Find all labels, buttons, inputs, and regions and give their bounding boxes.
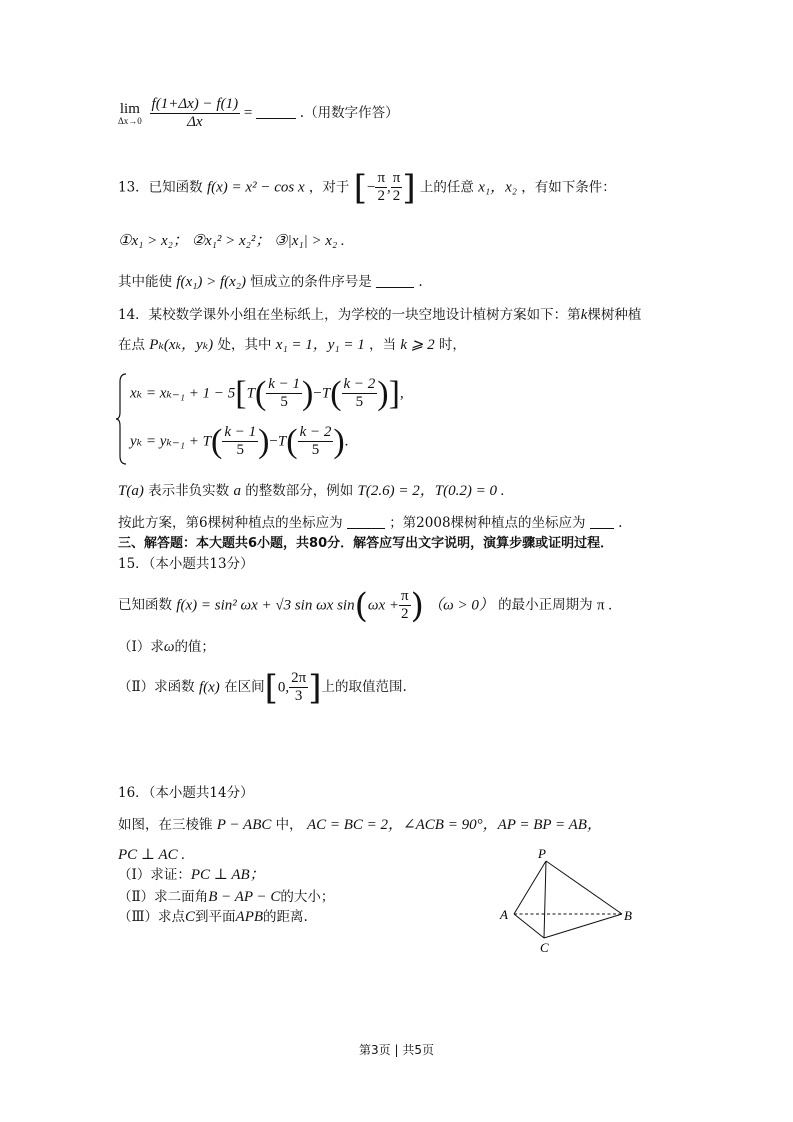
q13-text-conditions: ，有如下条件： (521, 179, 616, 196)
q16-part3-b: 到平面 (195, 909, 236, 925)
q14-eq1-end: , (399, 385, 404, 402)
q16-part2-expr: B − AP − C (208, 889, 281, 905)
q16-part2 (118, 890, 334, 905)
edge-AC (514, 914, 544, 938)
q14-line2-d: 时， (438, 337, 466, 353)
q16-part1-a: （Ⅰ）求证： (118, 867, 191, 883)
q14-init: x₁ = 1，y₁ = 1 (275, 337, 365, 353)
q13-question-end: . (418, 274, 423, 290)
q14-eq2: yₖ = yₖ₋₁ + T( $\frac{k - 1}{5}$ )−T( $\frac{k - 2}{5}$ ). (130, 422, 349, 460)
q16-part3 (118, 910, 308, 925)
left-bracket: [ (353, 167, 367, 208)
q14-def-example: T(2.6) = 2，T(0.2) = 0 . (357, 483, 505, 499)
q14-line2-a: 在点 (118, 337, 145, 353)
page-footer: 第3页 | 共5页 (359, 1043, 434, 1057)
lim-word: lim (119, 100, 140, 117)
q13-text-any: 上的任意 (419, 179, 474, 196)
vertex-label-C: C (540, 940, 549, 955)
q14-frac2-num: k − 2 (342, 376, 378, 394)
q14-answer-blank-1 (347, 516, 385, 529)
q14-frac3-den: 5 (236, 442, 244, 459)
q16-part3-a: （Ⅲ）求点 (118, 909, 186, 925)
system-brace (116, 372, 128, 466)
q13-minus: − (366, 179, 376, 196)
q16-part3-plane: APB (235, 909, 264, 925)
q15-part1 (118, 640, 215, 655)
q16-pyramid: P − ABC (216, 817, 272, 833)
q13-pi-2: π (391, 170, 403, 188)
q14-line2-c: ，当 (369, 337, 397, 353)
vertex-label-B: B (624, 908, 632, 923)
q14-frac4-num: k − 2 (298, 424, 334, 442)
q14-eq1-lhs: xₖ = xₖ₋₁ + 1 − 5 (130, 385, 236, 402)
q14-eq1: xₖ = xₖ₋₁ + 1 − 5[T( $\frac{k - 1}{5}$ )−T( $\frac{k - 2}{5}$ )], (130, 374, 404, 412)
q16-perp: PC ⊥ AC . (118, 847, 186, 863)
q15-interval-frac (289, 670, 308, 706)
q14-k: k (580, 307, 588, 323)
q16-part1-expr: PC ⊥ AB； (190, 867, 265, 883)
q15-arg: ωx + (367, 597, 399, 614)
pyramid-figure (496, 846, 636, 956)
vertex-label-A: A (500, 907, 508, 922)
q14-frac4 (298, 424, 334, 460)
q15-omega: ω (163, 639, 175, 655)
q13-question-b: 恒成立的条件序号是 (250, 274, 372, 290)
q16-part1 (118, 868, 265, 883)
edge-PB (546, 861, 622, 914)
q16-conditions: AC = BC = 2，∠ACB = 90°，AP = BP = AB， (306, 817, 602, 833)
q15-part2-a: （Ⅱ）求函数 (118, 679, 195, 695)
q12-equals: = (243, 105, 253, 122)
q16-stmt-a: 如图，在三棱锥 (118, 817, 213, 833)
q15-pi: π (399, 588, 411, 606)
q14-line1-end: 棵树种植 (587, 307, 642, 323)
q13-two-1: 2 (377, 188, 385, 205)
q13-frac-right (391, 170, 403, 206)
q14-frac2 (342, 376, 378, 412)
q14-frac4-den: 5 (311, 442, 320, 459)
q15-part2-func: f(x) (198, 679, 220, 696)
q13-question-a: 其中能使 (118, 274, 172, 290)
edge-PA (514, 861, 546, 914)
q14-def-b: 表示非负实数 (148, 483, 230, 499)
q14-line2 (118, 338, 466, 353)
q13-intro: 13．已知函数 (118, 179, 203, 196)
q15-statement: 已知函数 f(x) = sin² ωx + √3 sin ωx sin(ωx + $\frac{\pi}{2}$ ) （ω > 0） 的最小正周期为 π . (118, 585, 613, 626)
q15-part2-b: 在区间 (224, 679, 265, 695)
q12-answer-blank (256, 106, 296, 119)
q14-line2-b: 处，其中 (217, 337, 272, 353)
q14-frac1-num: k − 1 (266, 376, 302, 394)
q16-header: 16．（本小题共14分） (118, 785, 254, 801)
q14-frac3-num: k − 1 (222, 424, 258, 442)
q15-two-pi: 2π (289, 670, 308, 688)
q16-stmt-b: 中， (275, 817, 303, 833)
q12-fraction (150, 96, 241, 132)
q15-stmt-b: 的最小正周期为 (498, 597, 593, 613)
q13-pi-1: π (375, 170, 387, 188)
q14-eq2-end: . (344, 433, 349, 450)
q14-line1 (118, 308, 641, 323)
q14-point: Pₖ(xₖ，yₖ) (149, 337, 214, 353)
q12-limit-expression (118, 96, 399, 132)
q15-cond: （ω > 0） (428, 597, 494, 614)
q16-part3-end: 的距离. (263, 909, 308, 925)
q14-plan-end: . (618, 515, 623, 531)
q14-frac2-den: 5 (355, 394, 364, 411)
q14-minus1: − (313, 385, 322, 402)
q14-eq2-lhs: yₖ = yₖ₋₁ + T (130, 433, 211, 450)
q13-frac-left (375, 170, 387, 206)
q13-statement: 13．已知函数 f(x) = x² − cos x ，对于 [− $\frac{\pi}{2}$ , $\frac{\pi}{2}$ ] 上的任意 x₁，x₂ ，有如下条件： (118, 167, 616, 208)
q16-statement (118, 818, 602, 833)
q15-header: 15．（本小题共13分） (118, 556, 254, 572)
edge-CB (544, 914, 622, 938)
vertex-label-P: P (538, 846, 546, 861)
q15-function: f(x) = sin² ωx + √3 sin ωx sin (176, 597, 355, 614)
q13-two-2: 2 (392, 188, 401, 205)
q13-question-expr: f(x₁) > f(x₂) (176, 274, 246, 290)
q14-plan-b: ；第2008棵树种植点的坐标应为 (389, 515, 586, 531)
q15-frac (399, 588, 411, 624)
q12-numerator: f(1+Δx) − f(1) (150, 96, 241, 114)
q16-part3-C: C (185, 909, 196, 925)
q15-part1-a: （Ⅰ）求 (118, 639, 164, 655)
q14-definition (118, 484, 504, 499)
q14-cond: k ⩾ 2 (400, 337, 435, 353)
q15-stmt-a: 已知函数 (118, 597, 172, 613)
q14-line1-text: 14．某校数学课外小组在坐标纸上，为学校的一块空地设计植树方案如下：第 (118, 307, 581, 323)
q14-frac1 (266, 376, 302, 412)
q16-part2-b: 的大小； (280, 889, 335, 905)
q12-tail-text: .（用数字作答） (299, 105, 399, 122)
q14-plan-a: 按此方案，第6棵树种植点的坐标应为 (118, 515, 343, 531)
q14-plan (118, 516, 622, 531)
q15-part2-c: 上的取值范围. (321, 679, 407, 695)
right-bracket: ] (402, 167, 416, 208)
q14-answer-blank-2 (590, 516, 614, 529)
q14-T2: T (321, 385, 331, 402)
edge-PC (544, 861, 546, 938)
q15-part1-end: 的值； (174, 639, 215, 655)
q13-question (118, 275, 423, 290)
q15-part2: （Ⅱ）求函数 f(x) 在区间[0, $\frac{2\pi}{3}$ ]上的取值范围. (118, 667, 407, 708)
q13-vars: x₁，x₂ (478, 179, 517, 196)
q13-function: f(x) = x² − cos x (206, 179, 305, 196)
q15-period: π . (596, 597, 613, 614)
q15-three: 3 (294, 688, 303, 705)
q14-frac1-den: 5 (280, 394, 288, 411)
q14-def-T: T(a) (118, 483, 144, 499)
section-header: 三、解答题：本大题共6小题，共80分．解答应写出文字说明，演算步骤或证明过程． (118, 536, 614, 551)
q14-def-c: 的整数部分，例如 (245, 483, 354, 499)
q14-frac3 (222, 424, 258, 460)
lim-operator (118, 102, 142, 126)
q14-def-var: a (233, 483, 241, 499)
q14-minus2: − (269, 433, 278, 450)
q16-part2-a: （Ⅱ）求二面角 (118, 889, 209, 905)
lim-subscript: Δx→0 (118, 115, 142, 126)
q15-zero: 0, (277, 679, 290, 696)
q14-T3: T (277, 433, 287, 450)
q12-denominator: Δx (187, 114, 203, 131)
q14-T1: T (246, 385, 255, 402)
q15-two: 2 (401, 606, 409, 623)
q13-answer-blank (376, 275, 414, 288)
q13-conditions: ①x₁ > x₂； ②x₁² > x₂²； ③|x₁| > x₂ . (118, 233, 345, 249)
q13-text-for: ，对于 (308, 179, 350, 196)
